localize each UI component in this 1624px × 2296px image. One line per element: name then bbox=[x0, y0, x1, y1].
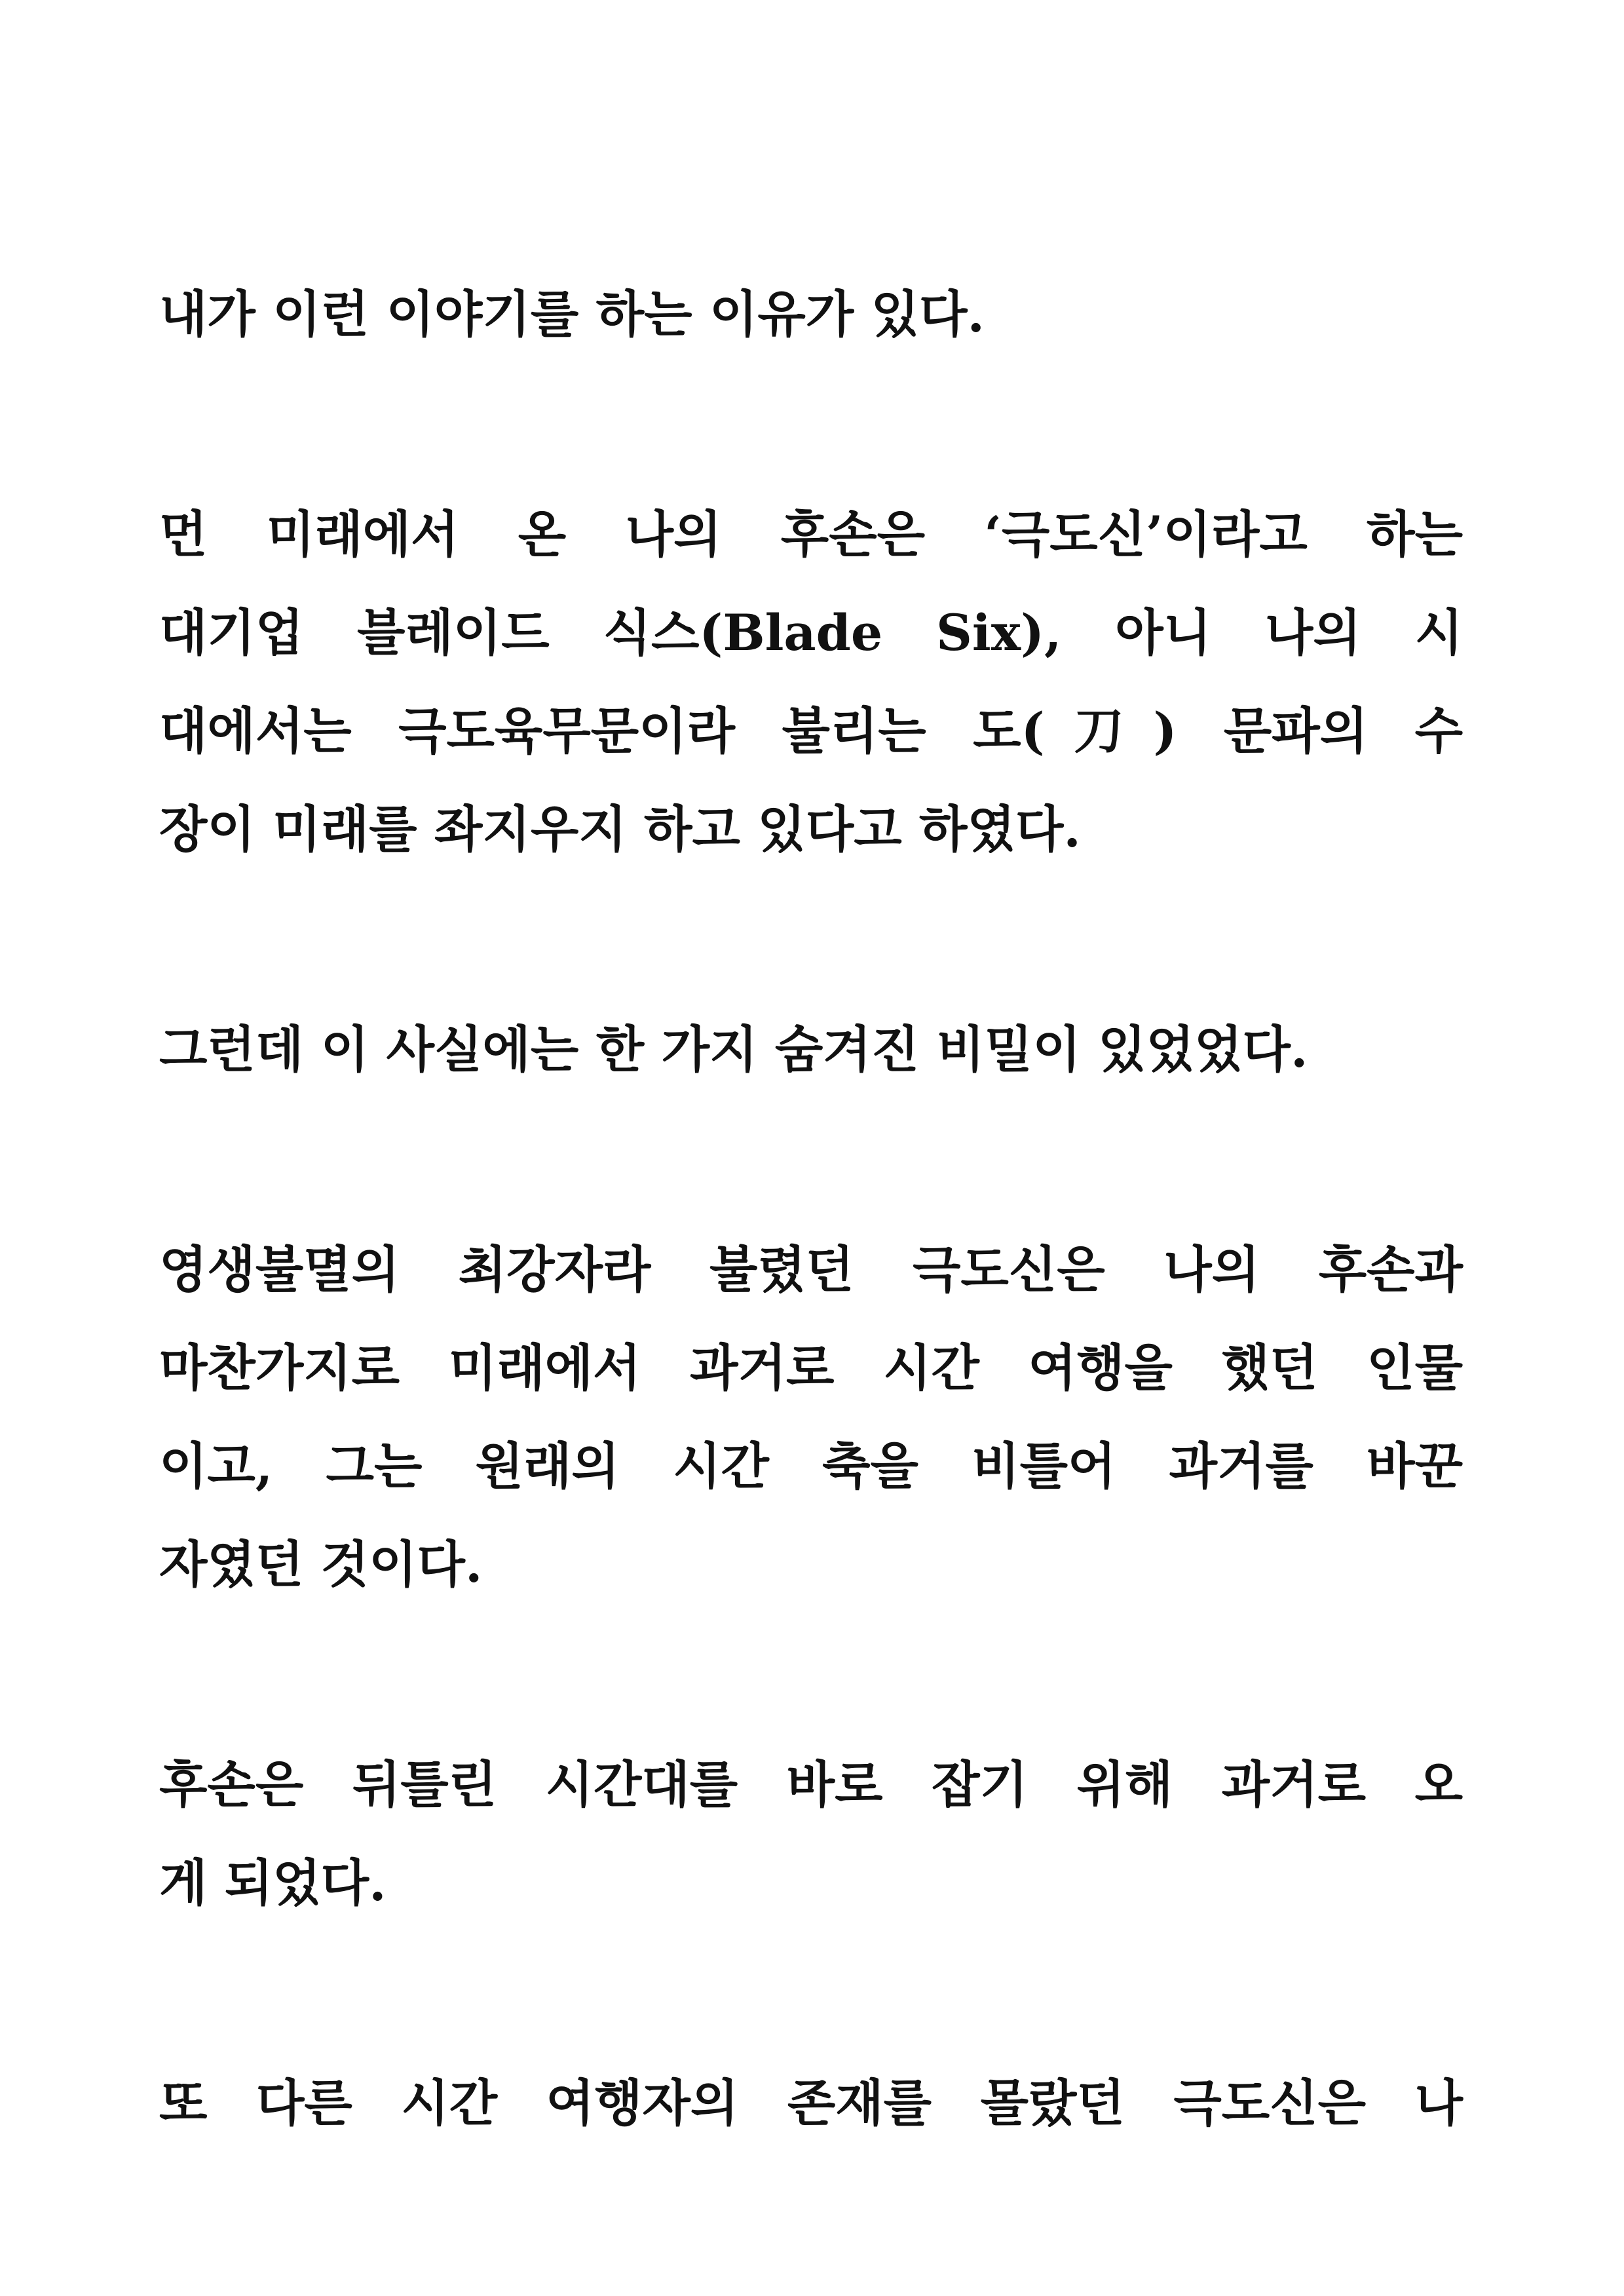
paragraph-1 bbox=[159, 265, 1463, 364]
paragraph-gap bbox=[159, 1932, 1463, 2054]
text-line: 대에서는 극도육무문이라 불리는 도(刀) 문파의 수 bbox=[159, 702, 1463, 760]
paragraph-gap bbox=[159, 879, 1463, 1001]
paragraph-3 bbox=[159, 1001, 1463, 1099]
text-line: 게 되었다. bbox=[159, 1854, 387, 1912]
text-line: 장이 미래를 좌지우지 하고 있다고 하였다. bbox=[159, 800, 1081, 858]
text-line: 내가 이런 이야기를 하는 이유가 있다. bbox=[159, 285, 985, 343]
text-line: 먼 미래에서 온 나의 후손은 ‘극도신’이라고 하는 bbox=[159, 505, 1463, 564]
text-line: 그런데 이 사실에는 한 가지 숨겨진 비밀이 있었었다. bbox=[159, 1020, 1308, 1079]
text-line: 또 다른 시간 여행자의 존재를 몰랐던 극도신은 나 bbox=[159, 2074, 1463, 2132]
text-line: 자였던 것이다. bbox=[159, 1535, 483, 1594]
paragraph-gap bbox=[159, 1614, 1463, 1736]
text-line: 마찬가지로 미래에서 과거로 시간 여행을 했던 인물 bbox=[159, 1339, 1463, 1397]
document-body bbox=[159, 265, 1463, 2152]
paragraph-6 bbox=[159, 2054, 1463, 2152]
text-line: 대기업 블레이드 식스(Blade Six), 아니 나의 시 bbox=[159, 603, 1463, 662]
paragraph-4 bbox=[159, 1221, 1463, 1614]
paragraph-gap bbox=[159, 1099, 1463, 1221]
text-line: 이고, 그는 원래의 시간 축을 비틀어 과거를 바꾼 bbox=[159, 1437, 1463, 1495]
paragraph-5 bbox=[159, 1736, 1463, 1932]
text-line: 후손은 뒤틀린 시간대를 바로 잡기 위해 과거로 오 bbox=[159, 1755, 1463, 1814]
paragraph-2 bbox=[159, 486, 1463, 879]
text-line: 영생불멸의 최강자라 불렸던 극도신은 나의 후손과 bbox=[159, 1240, 1463, 1299]
paragraph-gap bbox=[159, 364, 1463, 486]
